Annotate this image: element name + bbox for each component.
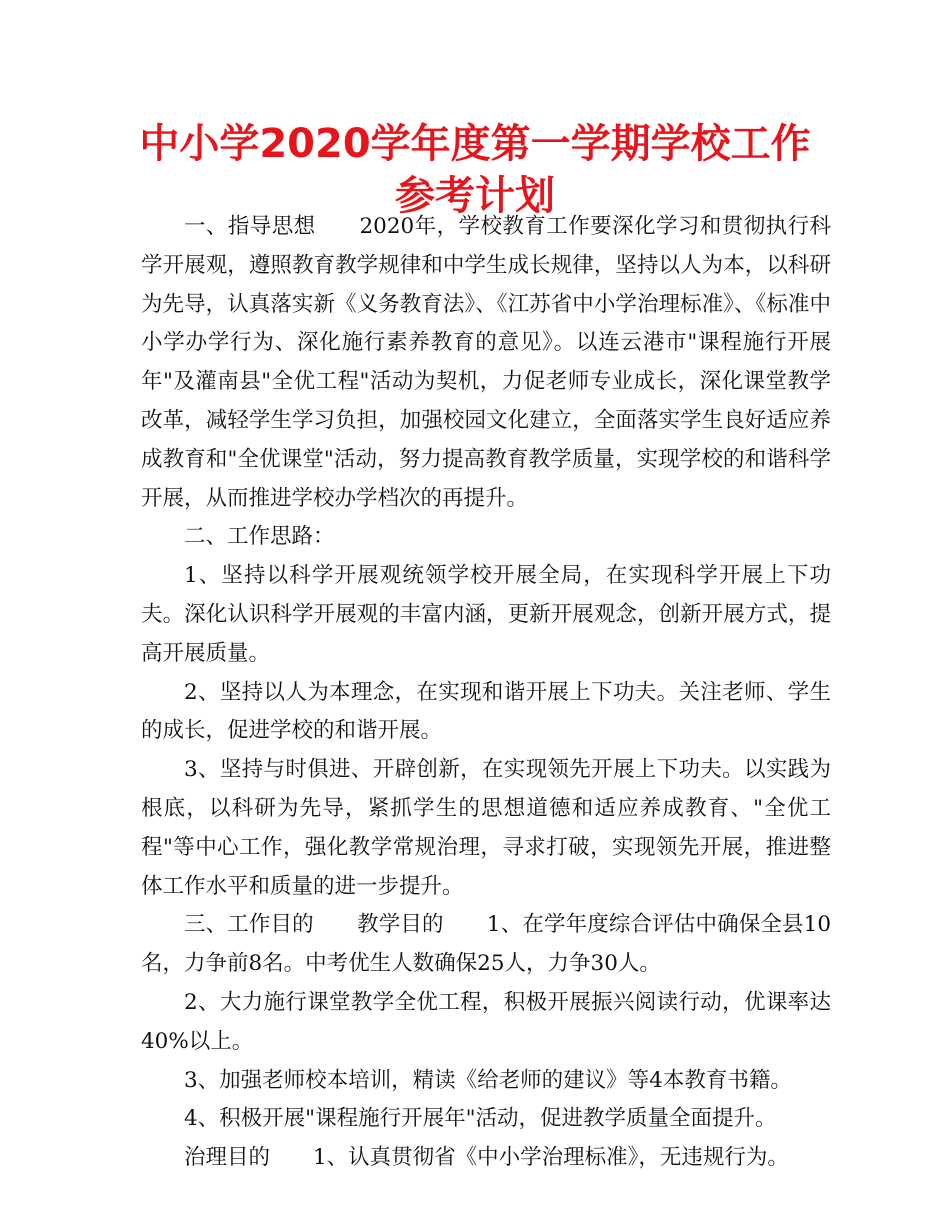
paragraph-guiding-ideology: 一、指导思想 2020年，学校教育工作要深化学习和贯彻执行科学开展观，遵照教育教学规律和中学生成长规律，坚持以人为本，以科研为先导，认真落实新《义务教育法》、《江苏省中小学治理标准》、《标准中小学办学行为、深化施行素养教育的意见》。以连云港市"课程施行开展年"及灌南县"全优工程"活动为契机，力促老师专业成长，深化课堂教学改革，减轻学生学习负担，加强校园文化建立，全面落实学生良好适应养成教育和"全优课堂"活动，努力提高教育教学质量，实现学校的和谐科学开展，从而推进学校办学档次的再提升。: [141, 214, 831, 511]
paragraph-management-goals: 治理目的 1、认真贯彻省《中小学治理标准》，无违规行为。: [184, 1145, 789, 1171]
paragraph-work-idea-1: 1、坚持以科学开展观统领学校开展全局，在实现科学开展上下功夫。深化认识科学开展观的丰富内涵，更新开展观念，创新开展方式，提高开展质量。: [141, 563, 831, 666]
paragraph-work-idea-2: 2、坚持以人为本理念，在实现和谐开展上下功夫。关注老师、学生的成长，促进学校的和谐开展。: [141, 679, 831, 744]
document-title: 中小学2020学年度第一学期学校工作参考计划: [139, 121, 811, 219]
document-body: [141, 208, 831, 1178]
paragraph-work-goals: 三、工作目的 教学目的 1、在学年度综合评估中确保全县10名，力争前8名。中考优生人数确保25人，力争30人。: [141, 912, 831, 977]
paragraph-work-idea-3: 3、坚持与时俱进、开辟创新，在实现领先开展上下功夫。以实践为根底，以科研为先导，紧抓学生的思想道德和适应养成教育、"全优工程"等中心工作，强化教学常规治理，寻求打破，实现领先开展，推进整体工作水平和质量的进一步提升。: [141, 757, 831, 899]
paragraph-goal-4: 4、积极开展"课程施行开展年"活动，促进教学质量全面提升。: [184, 1106, 777, 1132]
paragraph-goal-3: 3、加强老师校本培训，精读《给老师的建议》等4本教育书籍。: [184, 1067, 792, 1093]
paragraph-work-ideas-heading: 二、工作思路：: [184, 524, 335, 550]
paragraph-goal-2: 2、大力施行课堂教学全优工程，积极开展振兴阅读行动，优课率达40%以上。: [141, 989, 831, 1054]
